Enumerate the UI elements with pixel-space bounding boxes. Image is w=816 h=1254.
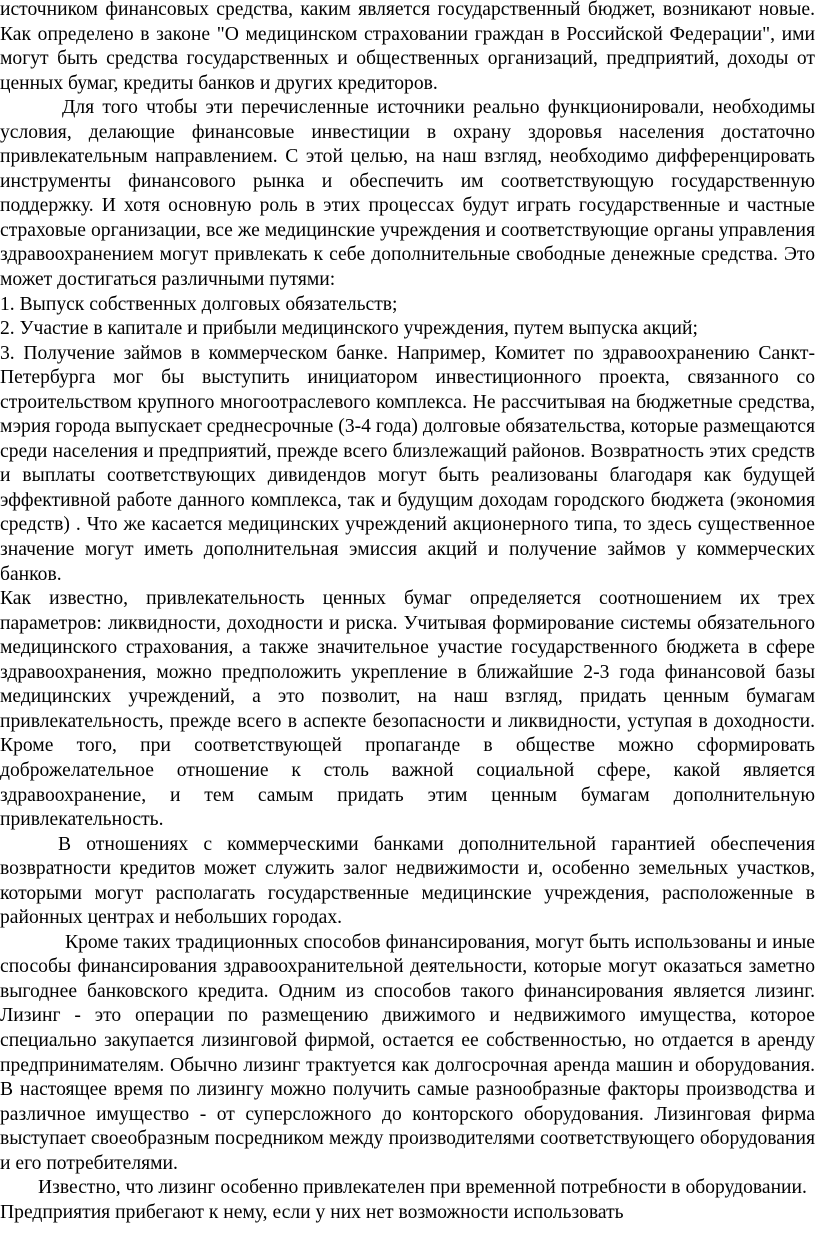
paragraph-securities-attractiveness: Как известно, привлекательность ценных бумаг определяется соотношением их трех параметров: ликвидности, доходности и риска. Учитывая формирование системы обязательного медицинского страхования, а также значительное участие государственного бюджета в сфере здравоохранения, можно предположить укрепление в ближайшие 2-3 года финансовой базы медицинских учреждений, а это позволит, на наш взгляд, придать ценным бумагам привлекательность, прежде всего в аспекте безопасности и ликвидности, уступая в доходности. Кроме того, при соответствующей пропаганде в обществе можно сформировать доброжелательное отношение к столь важной социальной сфере, какой является здравоохранение, и тем самым придать этим ценным бумагам дополнительную привлекательность. xyxy=(0,588,815,831)
paragraph-investment-conditions: Для того чтобы эти перечисленные источники реально функционировали, необходимы условия, делающие финансовые инвестиции в охрану здоровья населения достаточно привлекательным направлением. С этой целью, на наш взгляд, необходимо дифференцировать инструменты финансового рынка и обеспечить им соответствующую государственную поддержку. И хотя основную роль в этих процессах будут играть государственные и частные страховые организации, все же медицинские учреждения и соответствующие органы управления здравоохранением могут привлекать к себе дополнительные свободные денежные средства. Это может достигаться различными путями: xyxy=(0,97,815,291)
paragraph-commercial-banks: В отношениях с коммерческими банками дополнительной гарантией обеспечения возвратности кредитов может служить залог недвижимости и, особенно земельных участков, которыми могут располагать государственные медицинские учреждения, расположенные в районных центрах и небольших городах. xyxy=(0,833,815,929)
list-item-capital-participation: 2. Участие в капитале и прибыли медицинского учреждения, путем выпуска акций; xyxy=(0,318,698,340)
paragraph-budget-sources: источником финансовых средства, каким является государственный бюджет, возникают новые. Как определено в законе "О медицинском страховании граждан в Российской Федерации", ими могут быть средства государственных и общественных организаций, предприятий, доходы от ценных бумаг, кредиты банков и других кредиторов. xyxy=(0,0,815,94)
list-item-debt-obligations: 1. Выпуск собственных долговых обязательств; xyxy=(0,293,398,315)
list-item-bank-loans: 3. Получение займов в коммерческом банке. Например, Комитет по здравоохранению Санкт-Петербурга мог бы выступить инициатором инвестиционного проекта, связанного со строительством крупного многоотраслевого комплекса. Не рассчитывая на бюджетные средства, мэрия города выпускает среднесрочные (3-4 года) долговые обязательства, которые размещаются среди населения и предприятий, прежде всего близлежащий районов. Возвратность этих средств и выплаты соответствующих дивидендов могут быть реализованы благодаря как будущей эффективной работе данного комплекса, так и будущим доходам городского бюджета (экономия средств) . Что же касается медицинских учреждений акционерного типа, то здесь существенное значение могут иметь дополнительная эмиссия акций и получение займов у коммерческих банков. xyxy=(0,342,815,585)
paragraph-leasing: Кроме таких традиционных способов финансирования, могут быть использованы и иные способы финансирования здравоохранительной деятельности, которые могут оказаться заметно выгоднее банковского кредита. Одним из способов такого финансирования является лизинг. Лизинг - это операции по размещению движимого и недвижимого имущества, которое специально закупается лизинговой фирмой, остается ее собственностью, но отдается в аренду предпринимателям. Обычно лизинг трактуется как долгосрочная аренда машин и оборудования. В настоящее время по лизингу можно получить самые разнообразные факторы производства и различное имущество - от суперсложного до конторского оборудования. Лизинговая фирма выступает своеобразным посредником между производителями соответствующего оборудования и его потребителями. xyxy=(0,931,815,1174)
paragraph-leasing-attractiveness: Известно, что лизинг особенно привлекателен при временной потребности в оборудовании. Предприятия прибегают к нему, если у них нет возможности использовать xyxy=(0,1177,807,1223)
